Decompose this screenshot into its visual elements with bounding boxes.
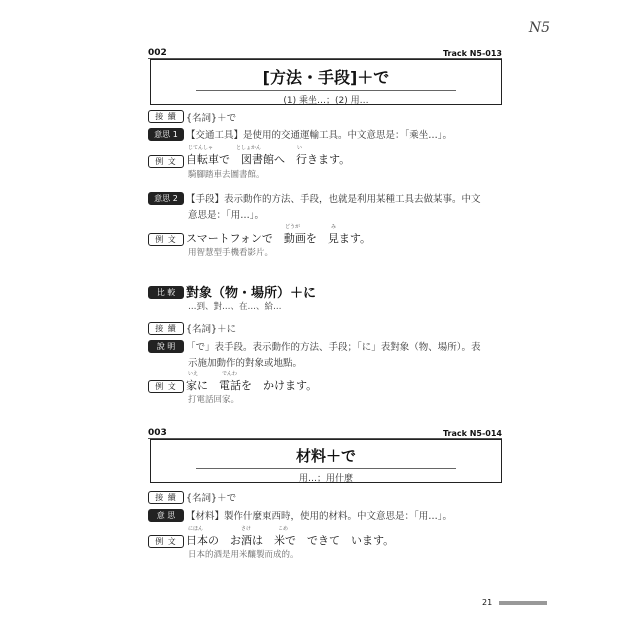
grammar-title-box [150, 59, 502, 105]
meaning-text: 【材料】製作什麼東西時，使用的材料。中文意思是：「用…」。 [186, 511, 453, 522]
ruby-mi: み [331, 224, 337, 230]
grammar-subtitle: 用…；用什麼 [298, 474, 353, 484]
example-translation: 日本的酒是用米釀製而成的。 [188, 550, 299, 560]
compare-connection-label: 接 續 [148, 322, 184, 335]
page-number: 21 [482, 598, 493, 607]
explain-label: 說 明 [148, 340, 184, 353]
compare-example-label: 例 文 [148, 380, 184, 393]
example-label: 例 文 [148, 535, 184, 548]
grammar-subtitle: (1) 乘坐…；(2) 用… [283, 96, 369, 106]
ruby-kome: こめ [278, 526, 289, 532]
connection-label: 接 續 [148, 110, 184, 123]
section-number: 002 [148, 48, 167, 58]
ruby-douga: どうが [285, 224, 301, 230]
meaning2-text-line2: 意思是：「用…」。 [188, 210, 265, 221]
example1-translation: 騎腳踏車去圖書館。 [188, 170, 265, 180]
ruby-sake: さけ [241, 526, 252, 532]
connection-label: 接 續 [148, 491, 184, 504]
compare-title: 對象（物・場所）＋に [186, 286, 317, 301]
meaning2-label: 意思 2 [148, 192, 184, 205]
example1-label: 例 文 [148, 155, 184, 168]
ruby-nihon: にほん [188, 526, 204, 532]
example2-label: 例 文 [148, 233, 184, 246]
ruby-toshokan: としょかん [236, 145, 262, 151]
title-divider [196, 90, 456, 91]
compare-connection-text: {名詞}＋に [186, 324, 237, 335]
compare-example-sentence: 家に 電話を かけます。 [186, 379, 318, 392]
ruby-jitensha: じてんしゃ [188, 145, 214, 151]
connection-text: {名詞}＋で [186, 113, 237, 124]
track-label: Track N5-014 [442, 429, 502, 438]
compare-label: 比 較 [148, 286, 184, 299]
meaning1-label: 意思 1 [148, 128, 184, 141]
compare-subtitle: …到、對…、在…、給… [188, 302, 282, 312]
meaning2-text-line1: 【手段】表示動作的方法、手段，也就是利用某種工具去做某事。中文 [186, 194, 481, 205]
compare-example-translation: 打電話回家。 [188, 395, 240, 405]
meaning1-text: 【交通工具】是使用的交通運輸工具。中文意思是：「乘坐…」。 [186, 130, 453, 141]
title-divider [196, 468, 456, 469]
example2-sentence: スマートフォンで 動画を 見ます。 [186, 232, 372, 245]
ruby-ie: いえ [188, 371, 199, 377]
level-mark: N5 [528, 20, 550, 36]
explain-text-line2: 示施加動作的對象或地點。 [188, 358, 303, 369]
grammar-title: 材料＋で [295, 447, 356, 465]
example1-sentence: 自転車で 図書館へ 行きます。 [186, 153, 351, 166]
ruby-i: い [297, 145, 303, 151]
page-number-bar [499, 601, 547, 605]
connection-text: {名詞}＋で [186, 493, 237, 504]
example-sentence: 日本の お酒は 米で できて います。 [186, 534, 395, 547]
grammar-title: [方法・手段]＋で [262, 68, 390, 87]
explain-text-line1: 「で」表手段。表示動作的方法、手段；「に」表對象（物、場所）。表 [186, 342, 481, 353]
meaning-label: 意 思 [148, 509, 184, 522]
example2-translation: 用智慧型手機看影片。 [188, 248, 274, 258]
ruby-denwa: でんわ [222, 371, 238, 377]
track-label: Track N5-013 [442, 49, 502, 58]
grammar-title-box [150, 439, 502, 483]
section-number: 003 [148, 428, 167, 438]
